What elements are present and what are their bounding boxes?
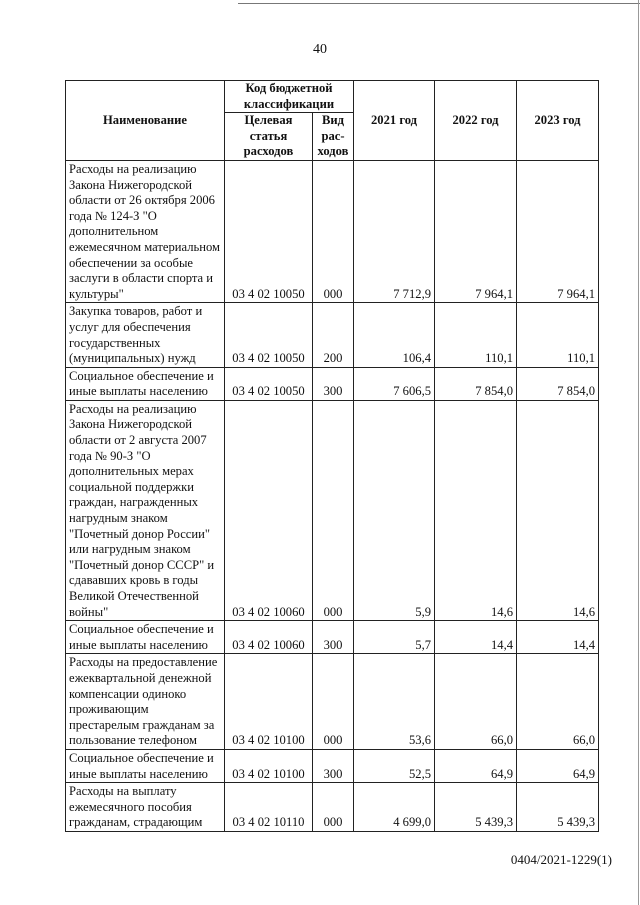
- header-target-article: Целевая статья расходов: [225, 113, 313, 161]
- row-name: [66, 400, 225, 620]
- row-value-2022: 14,6: [435, 400, 517, 620]
- header-budget-code: Код бюджетной классификации: [225, 81, 354, 113]
- row-name-text: Расходы на реализацию Закона Нижегородской области от 26 октября 2006 года № 124-З "О дополнительном ежемесячном материальном обеспечении за особые заслуги в области спорта и культуры": [69, 161, 220, 301]
- row-value-2021: 7 606,5: [354, 367, 435, 400]
- row-target-article: 03 4 02 10110: [225, 783, 313, 832]
- table-row: [66, 303, 599, 367]
- row-expense-type: 000: [313, 783, 354, 832]
- table-row: [66, 367, 599, 400]
- row-name: [66, 160, 225, 302]
- row-expense-type: 000: [313, 400, 354, 620]
- row-name: [66, 783, 225, 832]
- row-name-text: Социальное обеспечение и иные выплаты населению: [69, 750, 214, 781]
- table-row: [66, 400, 599, 620]
- header-name: Наименование: [66, 81, 225, 161]
- row-value-2023: 5 439,3: [517, 783, 599, 832]
- row-expense-type: 200: [313, 303, 354, 367]
- row-target-article: 03 4 02 10050: [225, 367, 313, 400]
- row-name-text: Расходы на реализацию Закона Нижегородской области от 2 августа 2007 года № 90-З "О дополнительных мерах социальной поддержки граждан, награжденных нагрудным знаком "Почетный донор России" или нагрудным знаком "Почетный донор СССР" и сдававших кровь в годы Великой Отечественной войны": [69, 401, 215, 619]
- row-expense-type: 300: [313, 367, 354, 400]
- row-expense-type: 000: [313, 654, 354, 750]
- top-border-line: [238, 3, 640, 4]
- row-target-article: 03 4 02 10100: [225, 654, 313, 750]
- header-year-2023: 2023 год: [517, 81, 599, 161]
- row-value-2023: 64,9: [517, 749, 599, 782]
- row-expense-type: 300: [313, 749, 354, 782]
- header-year-2022: 2022 год: [435, 81, 517, 161]
- row-name: [66, 621, 225, 654]
- row-value-2022: 66,0: [435, 654, 517, 750]
- row-value-2021: 53,6: [354, 654, 435, 750]
- row-value-2021: 106,4: [354, 303, 435, 367]
- document-footer-code: 0404/2021-1229(1): [510, 852, 612, 867]
- row-target-article: 03 4 02 10100: [225, 749, 313, 782]
- row-value-2021: 52,5: [354, 749, 435, 782]
- row-target-article: 03 4 02 10060: [225, 621, 313, 654]
- row-value-2022: 110,1: [435, 303, 517, 367]
- row-value-2023: 14,6: [517, 400, 599, 620]
- row-name-text: Расходы на выплату ежемесячного пособия гражданам, страдающим: [69, 784, 203, 830]
- right-border-line: [638, 0, 639, 905]
- table-row: [66, 783, 599, 832]
- page-number: 40: [313, 42, 327, 57]
- budget-table: [65, 80, 599, 832]
- row-value-2022: 64,9: [435, 749, 517, 782]
- row-target-article: 03 4 02 10050: [225, 303, 313, 367]
- row-name-text: Социальное обеспечение и иные выплаты населению: [69, 622, 214, 652]
- row-name: [66, 749, 225, 782]
- row-value-2021: 5,7: [354, 621, 435, 654]
- row-value-2023: 66,0: [517, 654, 599, 750]
- row-value-2021: 4 699,0: [354, 783, 435, 832]
- row-value-2021: 7 712,9: [354, 160, 435, 302]
- table-row: [66, 621, 599, 654]
- row-value-2022: 14,4: [435, 621, 517, 654]
- row-name: [66, 303, 225, 367]
- row-expense-type: 300: [313, 621, 354, 654]
- row-name: [66, 367, 225, 400]
- row-value-2023: 14,4: [517, 621, 599, 654]
- table-row: [66, 160, 599, 302]
- row-name-text: Расходы на предоставление ежеквартальной денежной компенсации одиноко проживающим престарелым гражданам за пользование телефоном: [69, 655, 218, 748]
- row-target-article: 03 4 02 10060: [225, 400, 313, 620]
- row-target-article: 03 4 02 10050: [225, 160, 313, 302]
- row-value-2023: 110,1: [517, 303, 599, 367]
- row-value-2022: 7 854,0: [435, 367, 517, 400]
- row-value-2022: 5 439,3: [435, 783, 517, 832]
- table-row: [66, 749, 599, 782]
- row-value-2023: 7 854,0: [517, 367, 599, 400]
- row-expense-type: 000: [313, 160, 354, 302]
- header-year-2021: 2021 год: [354, 81, 435, 161]
- row-value-2021: 5,9: [354, 400, 435, 620]
- row-value-2022: 7 964,1: [435, 160, 517, 302]
- row-name: [66, 654, 225, 750]
- row-name-text: Закупка товаров, работ и услуг для обеспечения государственных (муниципальных) нужд: [69, 304, 203, 366]
- table-row: [66, 654, 599, 750]
- row-value-2023: 7 964,1: [517, 160, 599, 302]
- row-name-text: Социальное обеспечение и иные выплаты населению: [69, 368, 214, 399]
- header-expense-type: Вид рас-ходов: [313, 113, 354, 161]
